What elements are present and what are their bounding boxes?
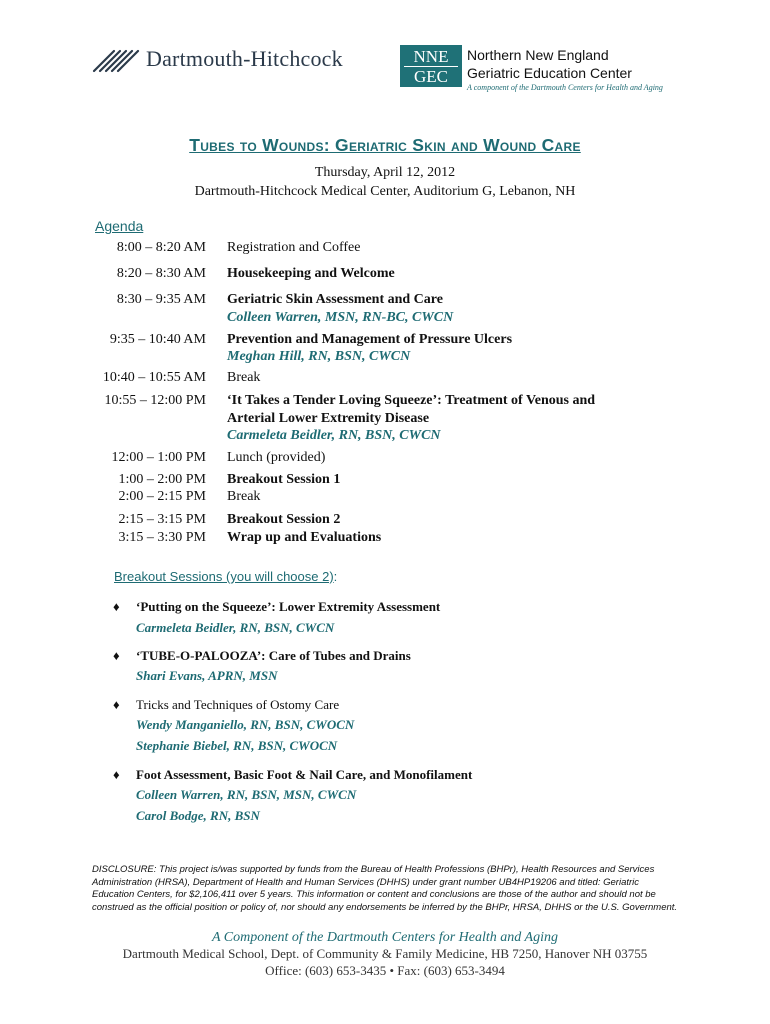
dartmouth-hitchcock-logo — [92, 44, 343, 74]
diamond-bullet-icon: ♦ — [113, 648, 120, 663]
breakout-heading — [114, 569, 337, 584]
center-subtitle: A component of the Dartmouth Centers for Health and Aging — [467, 83, 663, 92]
agenda-speaker: Meghan Hill, RN, BSN, CWCN — [227, 349, 411, 364]
event-date: Thursday, April 12, 2012 — [314, 165, 456, 180]
dh-stripes-icon — [92, 45, 142, 73]
agenda-time: 8:20 – 8:30 AM — [116, 266, 206, 281]
agenda-time: 2:15 – 3:15 PM — [118, 512, 206, 527]
agenda-time: 12:00 – 1:00 PM — [111, 450, 206, 465]
diamond-bullet-icon: ♦ — [113, 599, 120, 614]
agenda-speaker: Colleen Warren, MSN, RN-BC, CWCN — [227, 310, 454, 325]
agenda-title: Prevention and Management of Pressure Ulcers — [227, 332, 513, 347]
breakout-speaker: Colleen Warren, RN, BSN, MSN, CWCN — [136, 787, 357, 802]
agenda-time: 2:00 – 2:15 PM — [118, 489, 206, 504]
footer-component-line: A Component of the Dartmouth Centers for Health and Aging — [212, 930, 558, 945]
breakout-speaker: Carol Bodge, RN, BSN — [136, 808, 260, 823]
disclosure-text: DISCLOSURE: This project is/was supported by funds from the Bureau of Health Professions (BHPr), Health Resources and Services Administration (HRSA), Department of Health and Human Services (DHHS) under grant number UB4HP19206 and titled: Geriatric Education Centers, for $2,106,411 over 5 years. This information or content and conclusions are those of the author and should not be construed as the official position or policy of, nor should any endorsements be inferred by the BHPr, HRSA, DHHS or the U.S. Government. — [92, 864, 678, 913]
agenda-time: 10:55 – 12:00 PM — [104, 393, 206, 408]
center-name — [467, 46, 632, 82]
agenda-title: Lunch (provided) — [227, 450, 326, 465]
footer-contact: Office: (603) 653-3435 • Fax: (603) 653-3494 — [265, 963, 505, 978]
breakout-title: ‘TUBE-O-PALOOZA’: Care of Tubes and Drains — [136, 648, 411, 663]
agenda-title-continued: Arterial Lower Extremity Disease — [227, 411, 430, 426]
diamond-bullet-icon: ♦ — [113, 697, 120, 712]
footer-address: Dartmouth Medical School, Dept. of Community & Family Medicine, HB 7250, Hanover NH 03755 — [122, 946, 648, 961]
diamond-bullet-icon: ♦ — [113, 767, 120, 782]
agenda-time: 1:00 – 2:00 PM — [118, 472, 206, 487]
agenda-heading: Agenda — [95, 218, 144, 234]
agenda-time: 8:00 – 8:20 AM — [116, 240, 206, 255]
agenda-title: Wrap up and Evaluations — [227, 530, 382, 545]
breakout-title: Tricks and Techniques of Ostomy Care — [136, 697, 340, 712]
agenda-title: Geriatric Skin Assessment and Care — [227, 292, 443, 307]
agenda-speaker: Carmeleta Beidler, RN, BSN, CWCN — [227, 428, 441, 443]
breakout-title: ‘Putting on the Squeeze’: Lower Extremity Assessment — [136, 599, 441, 614]
breakout-heading-text: Breakout Sessions (you will choose 2) — [114, 569, 334, 584]
breakout-speaker: Stephanie Biebel, RN, BSN, CWOCN — [136, 738, 338, 753]
agenda-title: Registration and Coffee — [227, 240, 361, 255]
agenda-title: Housekeeping and Welcome — [227, 266, 395, 281]
agenda-title: ‘It Takes a Tender Loving Squeeze’: Treatment of Venous and — [227, 393, 596, 408]
agenda-title: Break — [227, 370, 261, 385]
center-name-line1: Northern New England — [467, 47, 609, 63]
nnegec-logo — [400, 45, 462, 87]
agenda-title: Breakout Session 1 — [227, 472, 341, 487]
agenda-time: 10:40 – 10:55 AM — [102, 370, 206, 385]
agenda-title: Break — [227, 489, 261, 504]
dh-name: Dartmouth-Hitchcock — [146, 46, 343, 71]
agenda-time: 8:30 – 9:35 AM — [116, 292, 206, 307]
nnegec-line1: NNE — [413, 46, 449, 66]
breakout-speaker: Wendy Manganiello, RN, BSN, CWOCN — [136, 717, 355, 732]
center-name-line2: Geriatric Education Center — [467, 65, 632, 81]
event-venue: Dartmouth-Hitchcock Medical Center, Auditorium G, Lebanon, NH — [194, 184, 576, 199]
page-title: Tubes to Wounds: Geriatric Skin and Wound Care — [189, 135, 581, 155]
breakout-heading-colon: : — [333, 569, 338, 584]
agenda-title: Breakout Session 2 — [227, 512, 341, 527]
breakout-speaker: Carmeleta Beidler, RN, BSN, CWCN — [136, 620, 335, 635]
nnegec-line2: GEC — [414, 66, 448, 86]
breakout-speaker: Shari Evans, APRN, MSN — [136, 668, 278, 683]
agenda-time: 9:35 – 10:40 AM — [109, 332, 206, 347]
agenda-time: 3:15 – 3:30 PM — [118, 530, 206, 545]
breakout-title: Foot Assessment, Basic Foot & Nail Care, and Monofilament — [136, 767, 473, 782]
